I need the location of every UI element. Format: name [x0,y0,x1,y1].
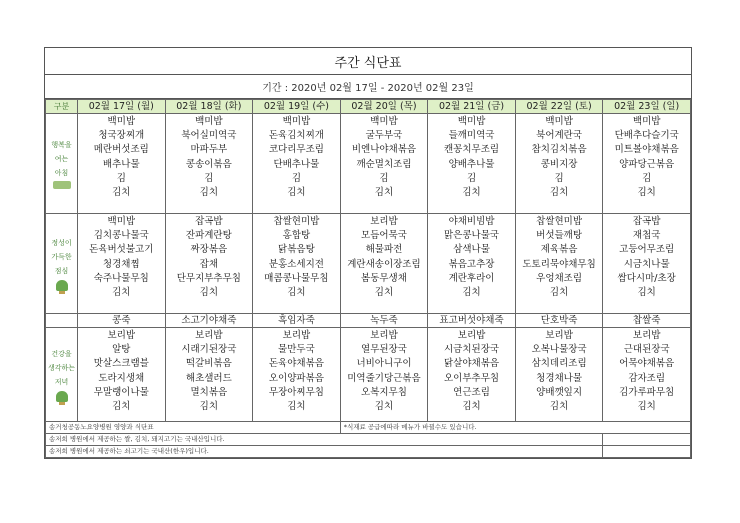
menu-item: 시금치된장국 [444,344,500,356]
menu-item: 김 [291,172,301,184]
dinner-cell [78,328,166,422]
menu-item: 맛살스크램블 [93,358,149,370]
menu-item: 삼치데리조림 [531,358,587,370]
menu-item: 짜장볶음 [190,244,228,256]
lunch-cell [515,214,603,314]
menu-item: 우엉채조림 [536,272,583,284]
menu-item: 보리밥 [195,330,223,341]
menu-item: 열무된장국 [361,344,407,356]
menu-item: 쌈다시마/초장 [617,272,676,284]
notes-row [46,434,691,446]
menu-item: 잔파계란탕 [185,230,232,242]
menu-item: 김치 [112,287,131,299]
day-header: 02월 17일 (월) [78,100,166,114]
label-line: 정성이 [51,239,72,247]
snack-cell: 소고기야채죽 [165,314,253,328]
menu-item: 물만두국 [278,344,315,356]
menu-item: 양배추나물 [448,158,495,170]
menu-item: 잡곡밥 [632,216,661,227]
menu-item: 마파두부 [190,144,228,156]
menu-item: 계란새송이장조림 [347,258,421,270]
menu-item: 보리밥 [632,330,661,341]
menu-item: 찹쌀현미밥 [536,216,583,227]
menu-item: 도라지생채 [98,372,145,384]
menu-item: 김가루파무침 [619,386,675,398]
menu-item: 연근조림 [453,386,490,398]
leaf-icon [53,181,71,189]
menu-item: 오복지무침 [361,386,407,398]
menu-item: 제육볶음 [540,244,578,256]
menu-item: 김 [379,172,389,184]
menu-item: 찹쌀현미밥 [273,216,320,227]
menu-item: 김치 [287,287,306,299]
menu-item: 잡채 [199,258,219,270]
menu-item: 잡곡밥 [195,216,223,227]
menu-item: 콩송이볶음 [185,158,232,170]
day-header: 02월 21일 (금) [428,100,516,114]
menu-item: 단배추나물 [273,158,320,170]
menu-item: 맑은콩나물국 [444,230,500,242]
menu-item: 멸치볶음 [190,386,228,398]
menu-item: 콩비지장 [540,158,578,170]
menu-item: 근대된장국 [623,344,670,356]
menu-item: 김 [116,172,126,184]
label-line: 행복을 [51,141,72,149]
period-text: 기간 : 2020년 02월 17일 - 2020년 02월 23일 [45,75,691,99]
menu-item: 청경채나물 [536,372,583,384]
menu-item: 김치 [637,401,656,413]
menu-item: 돈육버섯불고기 [89,244,154,256]
snack-cell: 흑임자죽 [253,314,341,328]
dinner-cell [603,328,691,422]
menu-item: 양배깻잎지 [536,386,583,398]
day-header: 02월 19일 (수) [253,100,341,114]
menu-item: 해물파전 [365,244,403,256]
menu-item: 홍합탕 [282,230,311,242]
menu-item: 너비아니구이 [356,358,412,370]
label-line: 가득한 [51,253,72,261]
day-header: 02월 20일 (목) [340,100,428,114]
menu-item: 계란후라이 [448,272,495,284]
menu-item: 김치 [287,401,306,413]
menu-item: 굴두부국 [365,130,403,142]
menu-item: 미역줄기당근볶음 [347,372,421,384]
lunch-cell [165,214,253,314]
menu-item: 비엔나야채볶음 [351,144,417,156]
menu-table [45,99,691,458]
menu-item: 김치 [462,287,481,299]
menu-item: 삼색나물 [453,244,490,256]
snack-label [46,314,78,328]
label-line: 아침 [54,169,69,177]
lunch-cell [428,214,516,314]
notes-row [46,446,691,458]
menu-item: 김치 [549,187,569,199]
menu-item: 보리밥 [457,330,486,341]
dinner-row [46,328,691,422]
breakfast-cell [340,114,428,214]
menu-item: 김 [204,172,214,184]
menu-item: 김치 [549,401,569,413]
menu-item: 김치 [112,187,131,199]
dinner-label [46,328,78,422]
menu-item: 백미밥 [107,116,136,127]
notes-row [46,422,691,434]
plant-icon [56,391,68,402]
menu-item: 해초샐러드 [185,372,232,384]
header-label: 구분 [46,100,78,114]
menu-item: 오복나물장국 [531,344,587,356]
menu-item: 매콤콩나물무침 [264,272,329,284]
day-header: 02월 22일 (토) [515,100,603,114]
breakfast-cell [253,114,341,214]
menu-item: 오이양파볶음 [268,372,324,384]
menu-item: 시래기된장국 [181,344,237,356]
dinner-cell [515,328,603,422]
note-left: 송거청공동노요양병원 영양과 식단표 [46,422,341,434]
snack-cell: 콩죽 [78,314,166,328]
menu-item: 코다리무조림 [268,144,324,156]
lunch-cell [340,214,428,314]
menu-item: 버섯들깨탕 [536,230,583,242]
menu-item: 김 [466,172,477,184]
dinner-cell [165,328,253,422]
menu-item: 김치 [462,401,481,413]
menu-item: 봄동무생채 [361,272,407,284]
menu-item: 백미밥 [195,116,223,127]
note-line: 송저희 병원에서 제공하는 쇠고기는 국내산(한우)입니다. [46,446,603,458]
menu-item: 북어계란국 [536,130,583,142]
menu-item: 참치김치볶음 [531,144,587,156]
menu-item: 보리밥 [370,330,398,341]
menu-item: 재첩국 [632,230,661,242]
menu-item: 단배추다슬기국 [614,130,679,142]
menu-item: 닭볶음탕 [278,244,315,256]
menu-item: 김 [642,172,652,184]
menu-item: 청국장찌개 [98,130,145,142]
menu-item: 보리밥 [545,330,573,341]
dinner-cell [340,328,428,422]
snack-cell: 녹두죽 [340,314,428,328]
snack-cell: 찹쌀죽 [603,314,691,328]
label-line: 생각하는 [47,364,76,372]
menu-item: 보리밥 [370,216,398,227]
lunch-cell [78,214,166,314]
menu-item: 닭살야채볶음 [444,358,500,370]
menu-item: 김치 [637,187,656,199]
note-right: *식재료 공급에따라 메뉴가 바뀔수도 있습니다. [340,422,690,434]
menu-item: 백미밥 [457,116,486,127]
lunch-label [46,214,78,314]
menu-item: 보리밥 [107,330,136,341]
label-line: 저녁 [54,378,69,386]
menu-sheet [44,47,692,459]
header-row [46,100,691,114]
dinner-cell [253,328,341,422]
menu-item: 김치 [199,187,219,199]
menu-item: 김치 [637,287,656,299]
day-header: 02월 18일 (화) [165,100,253,114]
snack-row [46,314,691,328]
menu-item: 들깨미역국 [448,130,495,142]
menu-item: 단무지부추무침 [176,272,241,284]
menu-item: 백미밥 [632,116,661,127]
menu-item: 백미밥 [107,216,136,227]
snack-cell: 단호박죽 [515,314,603,328]
plant-icon [56,280,68,291]
snack-cell: 표고버섯야채죽 [428,314,516,328]
label-line: 건강을 [51,350,72,358]
breakfast-cell [165,114,253,214]
dinner-cell [428,328,516,422]
menu-item: 백미밥 [282,116,311,127]
menu-item: 어묵야채볶음 [619,358,675,370]
menu-item: 배추나물 [102,158,140,170]
breakfast-cell [78,114,166,214]
menu-item: 캔꽁치무조림 [444,144,500,156]
menu-item: 돈육야채볶음 [268,358,324,370]
note-blank [603,434,691,446]
menu-item: 백미밥 [545,116,573,127]
lunch-cell [603,214,691,314]
menu-item: 김치콩나물국 [93,230,149,242]
menu-item: 양파당근볶음 [619,158,675,170]
breakfast-cell [428,114,516,214]
menu-item: 모듬어묵국 [361,230,407,242]
menu-item: 분홍소세지전 [268,258,324,270]
menu-item: 시금치나물 [623,258,670,270]
breakfast-row [46,114,691,214]
menu-item: 깨순멸치조림 [356,158,412,170]
menu-item: 백미밥 [370,116,398,127]
menu-item: 오이부추무침 [444,372,500,384]
menu-item: 돈육김치찌개 [268,130,324,142]
menu-item: 알탕 [112,344,131,356]
label-line: 점심 [54,267,69,275]
menu-item: 김치 [374,187,394,199]
day-header: 02월 23일 (일) [603,100,691,114]
menu-item: 도토리묵야채무침 [522,258,596,270]
menu-item: 메란버섯조림 [93,144,149,156]
menu-item: 김치 [549,287,569,299]
menu-item: 야채비빔밥 [448,216,495,227]
menu-item: 고등어무조림 [619,244,675,256]
lunch-cell [253,214,341,314]
menu-item: 볶음고추장 [448,258,495,270]
lunch-row [46,214,691,314]
breakfast-cell [515,114,603,214]
menu-item: 청경채찜 [102,258,140,270]
menu-item: 김 [554,172,564,184]
breakfast-label [46,114,78,214]
menu-item: 보리밥 [282,330,311,341]
menu-item: 무장아찌무침 [268,386,324,398]
menu-item: 북어실미역국 [181,130,237,142]
menu-item: 김치 [374,287,394,299]
menu-item: 김치 [199,401,219,413]
note-blank [603,446,691,458]
menu-item: 무말랭이나물 [93,386,149,398]
breakfast-cell [603,114,691,214]
menu-item: 미트볼야채볶음 [614,144,679,156]
menu-item: 감자조림 [628,372,666,384]
page-title: 주간 식단표 [45,48,691,75]
menu-item: 김치 [374,401,394,413]
menu-item: 숙주나물무침 [93,272,149,284]
menu-item: 김치 [462,187,481,199]
menu-item: 떡갈비볶음 [185,358,232,370]
note-line: 송저희 병원에서 제공하는 쌀, 김치, 돼지고기는 국내산입니다. [46,434,603,446]
menu-item: 김치 [112,401,131,413]
label-line: 여는 [54,155,69,163]
menu-item: 김치 [287,187,306,199]
menu-item: 김치 [199,287,219,299]
